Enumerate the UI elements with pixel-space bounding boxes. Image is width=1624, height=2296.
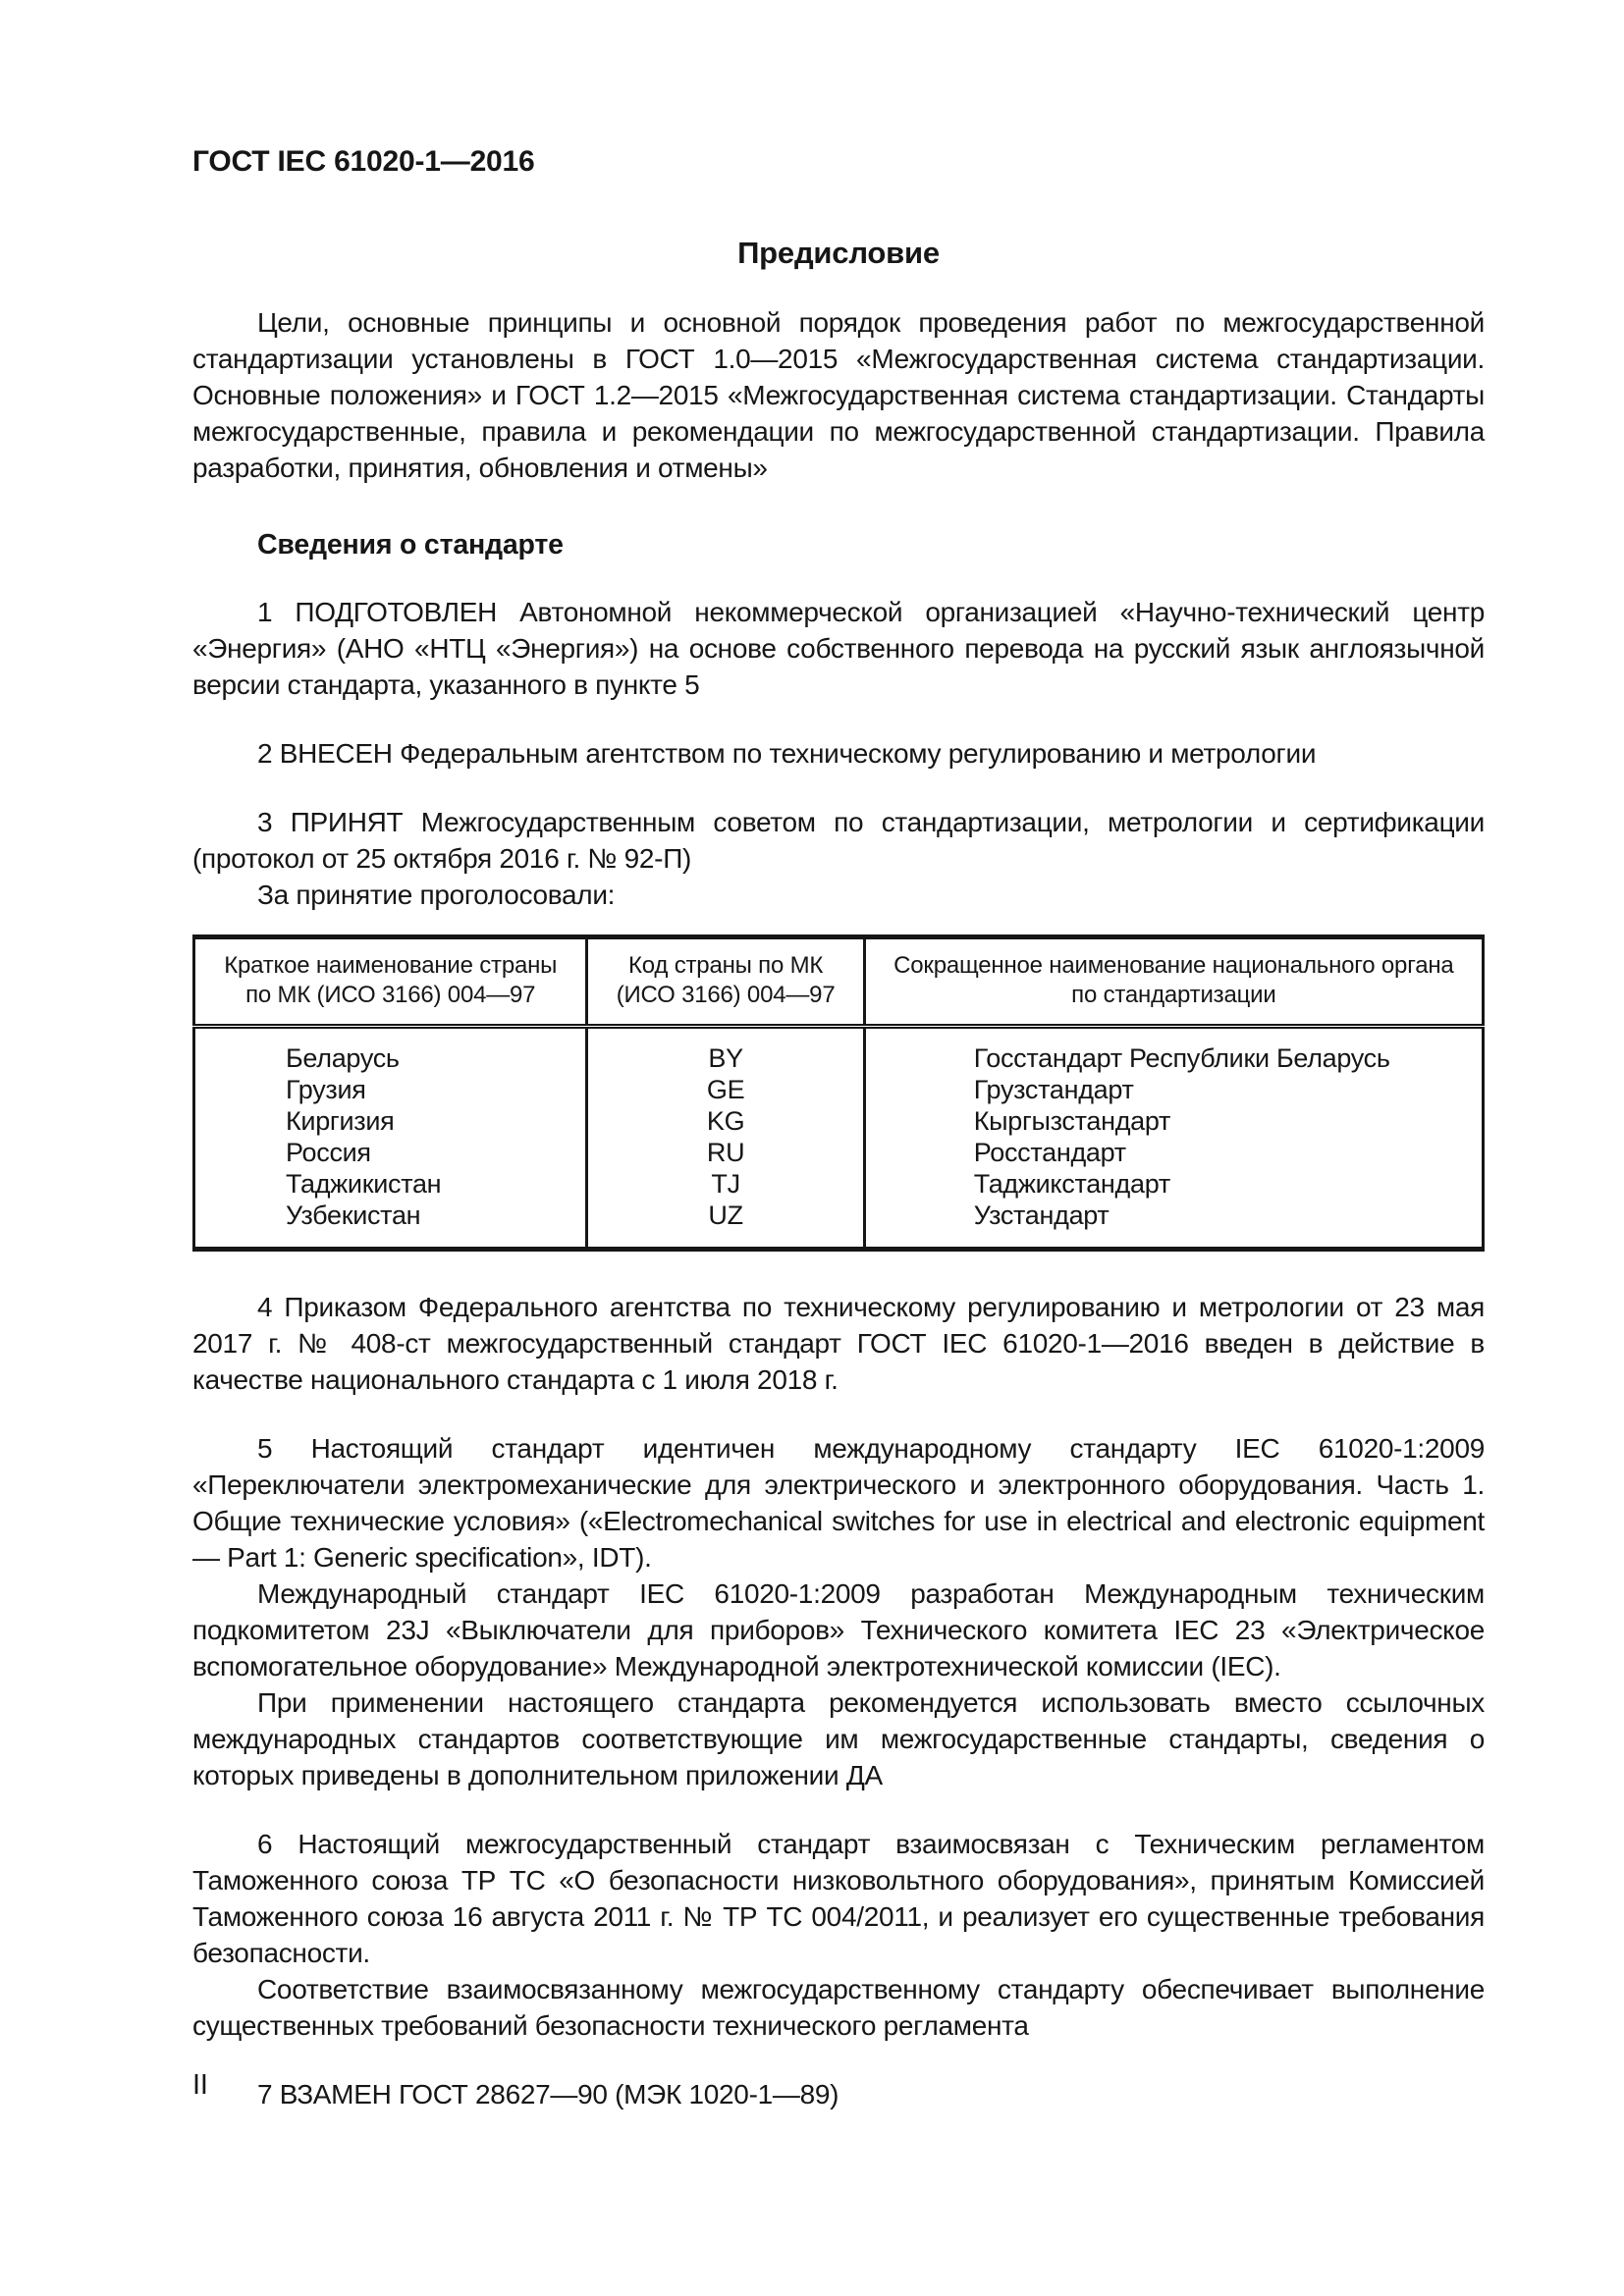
org-cell: Кыргызстандарт <box>864 1105 1483 1137</box>
org-cell: Грузстандарт <box>864 1074 1483 1105</box>
col-header-code <box>587 937 864 1027</box>
doc-header: ГОСТ IEC 61020-1—2016 <box>192 145 535 178</box>
country-cell: Киргизия <box>194 1105 587 1137</box>
page-content <box>192 145 1485 2112</box>
org-cell: Госстандарт Республики Беларусь <box>864 1027 1483 1075</box>
item-1-paragraph: 1 ПОДГОТОВЛЕН Автономной некоммерческой организацией «Научно-технический центр «Энергия» (АНО «НТЦ «Энергия») на основе собственного перевода на русский язык англоязычной версии стандарта, указанного в пункте 5 <box>192 597 1485 700</box>
table-row <box>194 1168 1484 1200</box>
table-row <box>194 1200 1484 1250</box>
table-row <box>194 1074 1484 1105</box>
country-cell: Узбекистан <box>194 1200 587 1250</box>
code-cell: RU <box>587 1137 864 1168</box>
org-cell: Росстандарт <box>864 1137 1483 1168</box>
item-5-paragraph-2: Международный стандарт IEC 61020-1:2009 разработан Международным техническим подкомитетом 23J «Выключатели для приборов» Технического комитета IEC 23 «Электрическое вспомогательное оборудование» Международной электротехнической комиссии (IEC). <box>192 1578 1485 1682</box>
page-number: II <box>192 2069 208 2101</box>
table-header-row <box>194 937 1484 1027</box>
intro-paragraph: Цели, основные принципы и основной порядок проведения работ по межгосударственной стандартизации установлены в ГОСТ 1.0—2015 «Межгосударственная система стандартизации. Основные положения» и ГОСТ 1.2—2015 «Межгосударственная система стандартизации. Стандарты межгосударственные, правила и рекомендации по межгосударственной стандартизации. Правила разработки, принятия, обновления и отмены» <box>192 307 1485 483</box>
col-header-country-line1: Краткое наименование страны <box>224 952 558 979</box>
table-row <box>194 1137 1484 1168</box>
col-header-code-line2: (ИСО 3166) 004—97 <box>616 982 836 1008</box>
item-3-paragraph: 3 ПРИНЯТ Межгосударственным советом по стандартизации, метрологии и сертификации (протокол от 25 октября 2016 г. № 92-П) <box>192 807 1485 874</box>
col-header-country-line2: по МК (ИСО 3166) 004—97 <box>245 982 536 1008</box>
country-cell: Россия <box>194 1137 587 1168</box>
country-cell: Грузия <box>194 1074 587 1105</box>
voting-table <box>192 934 1485 1252</box>
item-2-paragraph: 2 ВНЕСЕН Федеральным агентством по техническому регулированию и метрологии <box>257 738 1317 769</box>
col-header-org-line2: по стандартизации <box>1071 982 1276 1008</box>
section-heading: Сведения о стандарте <box>257 529 564 561</box>
item-6-paragraph-2: Соответствие взаимосвязанному межгосударственному стандарту обеспечивает выполнение существенных требований безопасности технического регламента <box>192 1974 1485 2041</box>
code-cell: TJ <box>587 1168 864 1200</box>
item-7-paragraph: 7 ВЗАМЕН ГОСТ 28627—90 (МЭК 1020-1—89) <box>257 2079 839 2109</box>
col-header-org-line1: Сокращенное наименование национального органа <box>893 952 1454 979</box>
item-5-paragraph-1: 5 Настоящий стандарт идентичен международному стандарту IEC 61020-1:2009 «Переключатели электромеханические для электрического и электронного оборудования. Часть 1. Общие технические условия» («Electromechanical switches for use in electrical and electronic equipment — Part 1: Generic specification», IDT). <box>192 1433 1485 1573</box>
table-row <box>194 1105 1484 1137</box>
item-4-paragraph: 4 Приказом Федерального агентства по техническому регулированию и метрологии от 23 мая 2017 г. № 408-ст межгосударственный стандарт ГОСТ IEC 61020-1—2016 введен в действие в качестве национального стандарта с 1 июля 2018 г. <box>192 1292 1485 1395</box>
page-title: Предисловие <box>737 236 940 270</box>
table-row <box>194 1027 1484 1075</box>
item-3-vote-line: За принятие проголосовали: <box>257 880 616 910</box>
code-cell: KG <box>587 1105 864 1137</box>
org-cell: Узстандарт <box>864 1200 1483 1250</box>
code-cell: UZ <box>587 1200 864 1250</box>
col-header-code-line1: Код страны по МК <box>628 952 824 979</box>
item-6-paragraph-1: 6 Настоящий межгосударственный стандарт взаимосвязан с Техническим регламентом Таможенного союза ТР ТС «О безопасности низковольтного оборудования», принятым Комиссией Таможенного союза 16 августа 2011 г. № ТР ТС 004/2011, и реализует его существенные требования безопасности. <box>192 1829 1485 1968</box>
code-cell: BY <box>587 1027 864 1075</box>
org-cell: Таджикстандарт <box>864 1168 1483 1200</box>
code-cell: GE <box>587 1074 864 1105</box>
country-cell: Беларусь <box>194 1027 587 1075</box>
country-cell: Таджикистан <box>194 1168 587 1200</box>
col-header-org <box>864 937 1483 1027</box>
item-5-paragraph-3: При применении настоящего стандарта рекомендуется использовать вместо ссылочных международных стандартов соответствующие им межгосударственные стандарты, сведения о которых приведены в дополнительном приложении ДА <box>192 1687 1485 1790</box>
col-header-country <box>194 937 587 1027</box>
